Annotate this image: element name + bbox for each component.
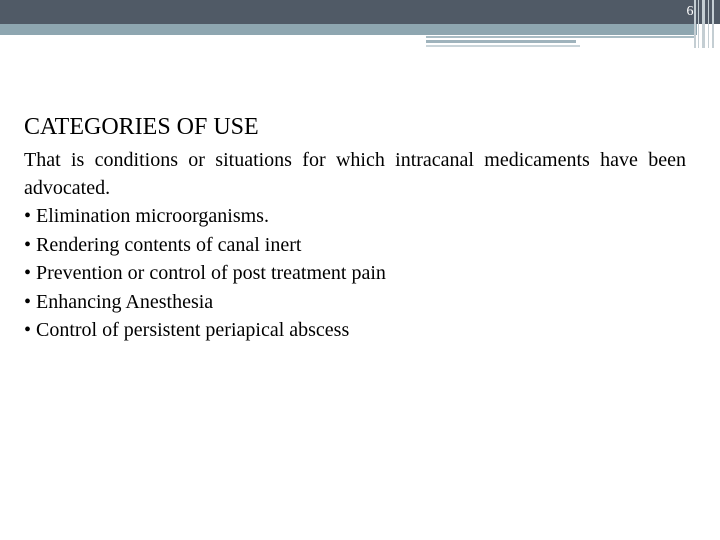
slide-content: [24, 112, 686, 345]
header-accent-line: [426, 36, 694, 38]
header-accent-band: [0, 24, 697, 35]
header-accent-line: [426, 45, 580, 47]
intro-text: That is conditions or situations for which intracanal medicaments have been advocated.: [24, 149, 686, 199]
header-band: [0, 0, 720, 24]
list-item: • Elimination microorganisms.: [24, 205, 269, 227]
list-item: • Control of persistent periapical abscess: [24, 319, 350, 341]
bullet-list: [24, 202, 686, 345]
list-item: • Enhancing Anesthesia: [24, 290, 214, 313]
slide-title: CATEGORIES OF USE: [24, 114, 259, 140]
list-item: • Prevention or control of post treatment pain: [24, 262, 386, 284]
page-number: 6: [686, 4, 694, 19]
header-accent-line: [426, 40, 576, 43]
list-item: • Rendering contents of canal inert: [24, 233, 302, 256]
